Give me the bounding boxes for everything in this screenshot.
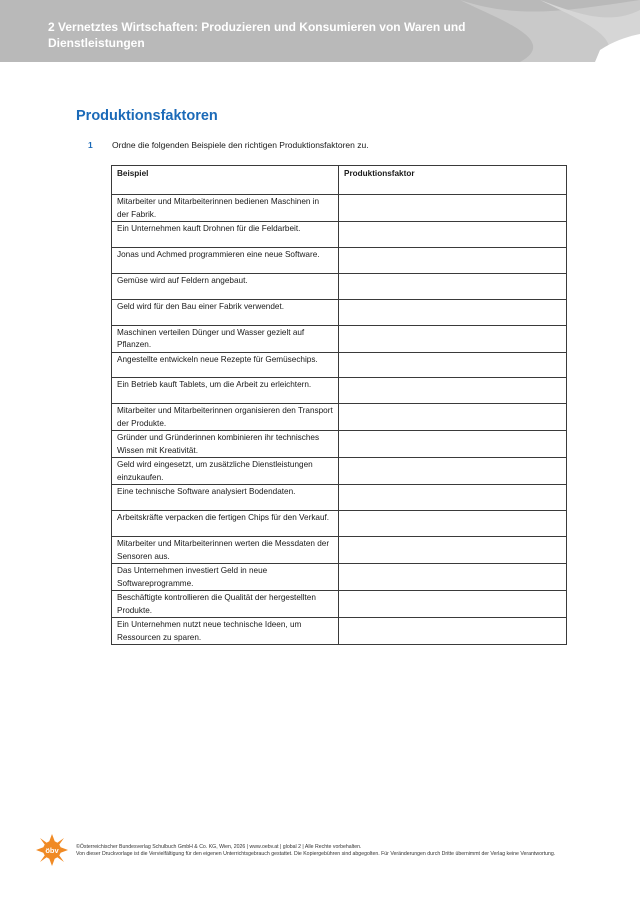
table-row: [112, 273, 567, 299]
answer-cell[interactable]: [339, 325, 567, 352]
answer-cell[interactable]: [339, 378, 567, 404]
table-row: [112, 247, 567, 273]
example-cell: Jonas und Achmed programmieren eine neue Software.: [112, 247, 339, 273]
example-cell: Mitarbeiter und Mitarbeiterinnen werten die Messdaten der Sensoren aus.: [112, 537, 339, 564]
table-row: [112, 511, 567, 537]
example-cell: Arbeitskräfte verpacken die fertigen Chips für den Verkauf.: [112, 511, 339, 537]
answer-cell[interactable]: [339, 273, 567, 299]
table-row: [112, 299, 567, 325]
footer-text: [76, 844, 596, 857]
answer-cell[interactable]: [339, 511, 567, 537]
example-cell: Maschinen verteilen Dünger und Wasser gezielt auf Pflanzen.: [112, 325, 339, 352]
example-cell: Eine technische Software analysiert Bodendaten.: [112, 485, 339, 511]
example-cell: Gemüse wird auf Feldern angebaut.: [112, 273, 339, 299]
example-cell: Beschäftigte kontrollieren die Qualität der hergestellten Produkte.: [112, 591, 339, 618]
answer-cell[interactable]: [339, 247, 567, 273]
table-row: [112, 352, 567, 378]
answer-cell[interactable]: [339, 564, 567, 591]
answer-cell[interactable]: [339, 618, 567, 645]
section-title: Produktionsfaktoren: [76, 108, 218, 124]
answer-cell[interactable]: [339, 458, 567, 485]
logo-text: öbv: [45, 846, 59, 855]
assignment-table: [111, 165, 567, 645]
task-number: 1: [88, 140, 93, 150]
task-text: Ordne die folgenden Beispiele den richtigen Produktionsfaktoren zu.: [112, 140, 369, 150]
example-cell: Ein Unternehmen nutzt neue technische Ideen, um Ressourcen zu sparen.: [112, 618, 339, 645]
answer-cell[interactable]: [339, 404, 567, 431]
answer-cell[interactable]: [339, 299, 567, 325]
table-header-row: [112, 166, 567, 195]
table-row: [112, 431, 567, 458]
table-row: [112, 564, 567, 591]
footer-copyright: ©Österreichischer Bundesverlag Schulbuch GmbH & Co. KG, Wien, 2026 | www.oebv.at | global 2 | Alle Rechte vorbehalten.: [76, 844, 362, 850]
example-cell: Das Unternehmen investiert Geld in neue Softwareprogramme.: [112, 564, 339, 591]
header-title: 2 Vernetztes Wirtschaften: Produzieren und Konsumieren von Waren und Dienstleistungen: [48, 20, 466, 50]
table-row: [112, 591, 567, 618]
example-cell: Gründer und Gründerinnen kombinieren ihr technisches Wissen mit Kreativität.: [112, 431, 339, 458]
table-row: [112, 404, 567, 431]
answer-cell[interactable]: [339, 591, 567, 618]
table-row: [112, 537, 567, 564]
answer-cell[interactable]: [339, 222, 567, 248]
column-header-beispiel: Beispiel: [112, 166, 339, 195]
example-cell: Geld wird für den Bau einer Fabrik verwendet.: [112, 299, 339, 325]
answer-cell[interactable]: [339, 352, 567, 378]
table-row: [112, 325, 567, 352]
example-cell: Angestellte entwickeln neue Rezepte für Gemüsechips.: [112, 352, 339, 378]
example-cell: Ein Betrieb kauft Tablets, um die Arbeit zu erleichtern.: [112, 378, 339, 404]
oebv-logo-icon: [36, 834, 68, 866]
example-cell: Mitarbeiter und Mitarbeiterinnen organisieren den Transport der Produkte.: [112, 404, 339, 431]
answer-cell[interactable]: [339, 195, 567, 222]
answer-cell[interactable]: [339, 485, 567, 511]
table-row: [112, 485, 567, 511]
table-row: [112, 378, 567, 404]
answer-cell[interactable]: [339, 431, 567, 458]
table-row: [112, 195, 567, 222]
example-cell: Geld wird eingesetzt, um zusätzliche Dienstleistungen einzukaufen.: [112, 458, 339, 485]
page-header: [0, 0, 640, 62]
column-header-produktionsfaktor: Produktionsfaktor: [339, 166, 567, 195]
footer-disclaimer: Von dieser Druckvorlage ist die Vervielfältigung für den eigenen Unterrichtsgebrauch gestattet. Die Kopiergebühren sind abgegolten. Für Veränderungen durch Dritte übernimmt der Verlag keine Verantwortung.: [76, 850, 556, 857]
table-row: [112, 222, 567, 248]
example-cell: Ein Unternehmen kauft Drohnen für die Feldarbeit.: [112, 222, 339, 248]
table-row: [112, 458, 567, 485]
answer-cell[interactable]: [339, 537, 567, 564]
example-cell: Mitarbeiter und Mitarbeiterinnen bedienen Maschinen in der Fabrik.: [112, 195, 339, 222]
table-row: [112, 618, 567, 645]
